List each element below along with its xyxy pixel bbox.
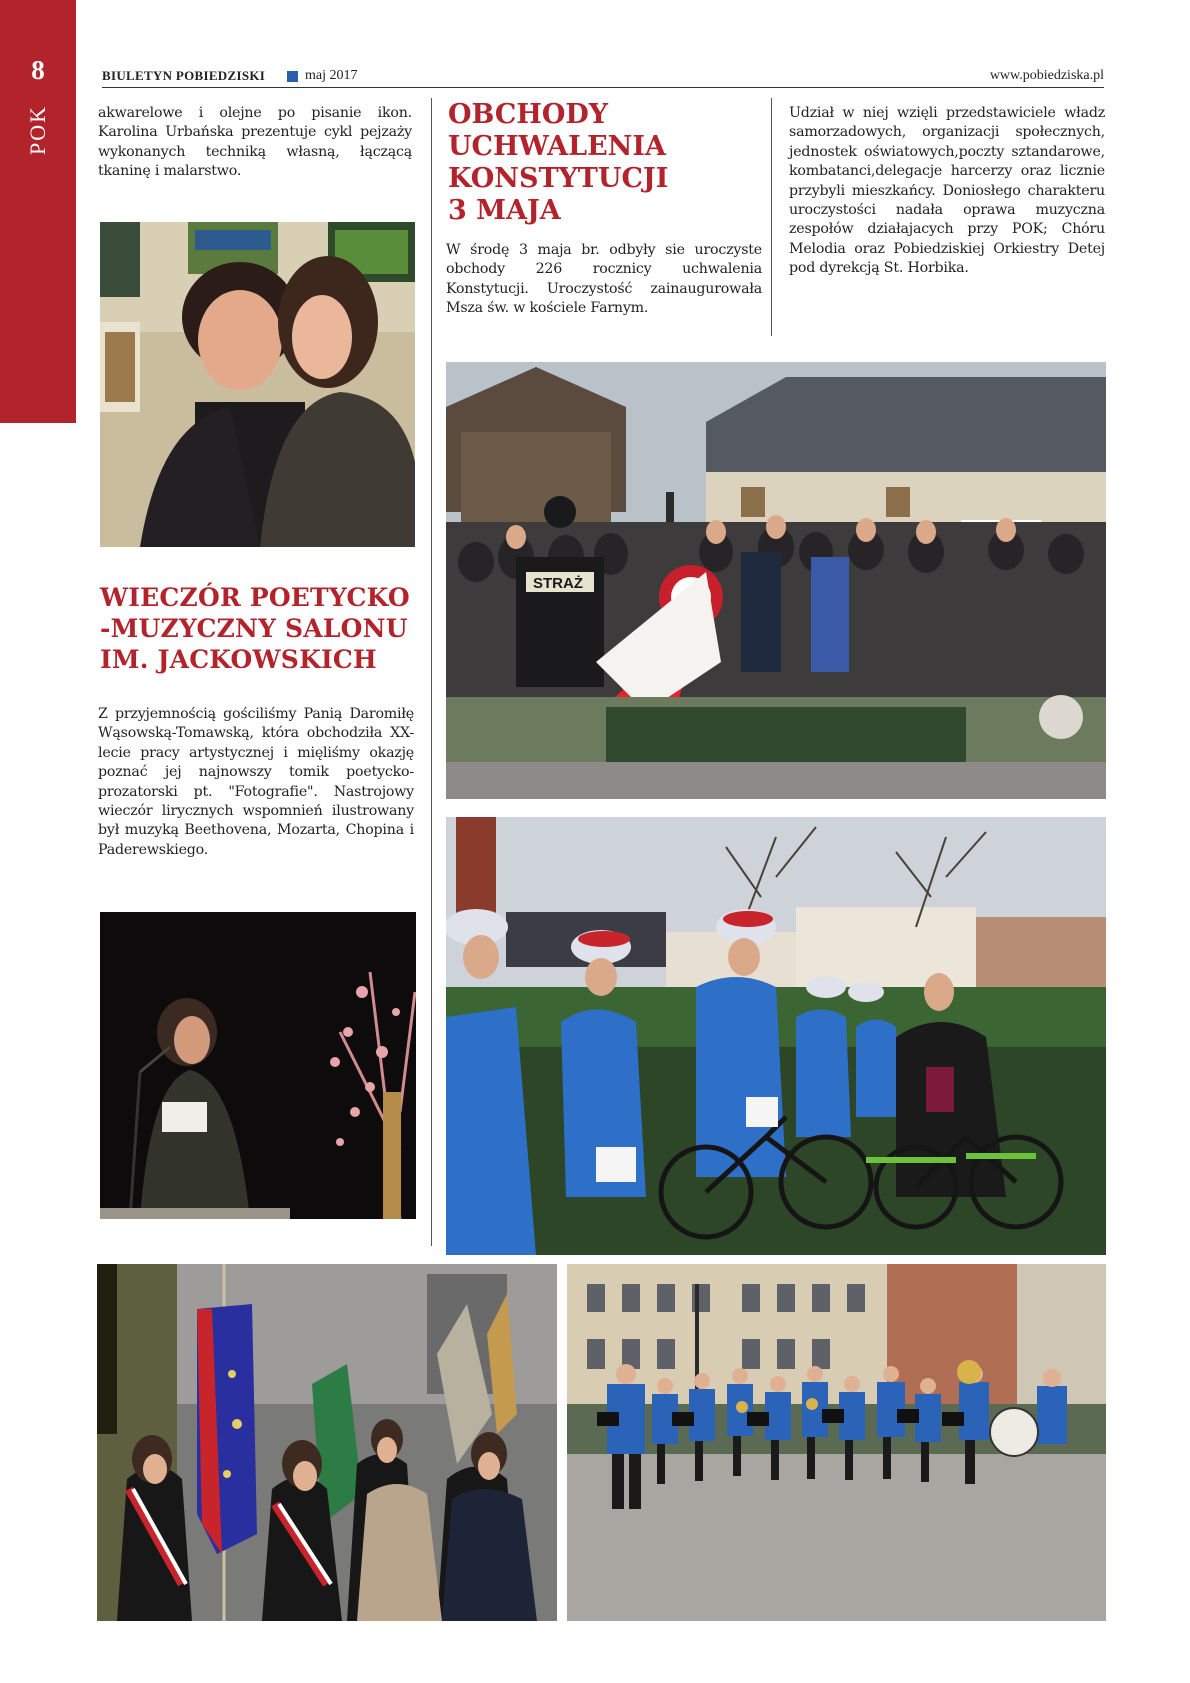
page-header [102, 66, 1104, 88]
poetry-title-line: IM. JACKOWSKICH [100, 645, 377, 674]
constitution-title-line: UCHWALENIA [448, 131, 666, 162]
column-divider-left [431, 98, 432, 1246]
photo-ceremony-crowd [446, 362, 1106, 799]
constitution-paragraph-right: Udział w niej wzięli przedstawiciele władz samorzadowych, organizacji społecznych, jednostek oświatowych,poczty sztandarowe, kombatanci,delegacje harcerzy oraz licznie przybyli mieszkańcy. Doniosłego charakteru uroczystości nadała oprawa muzyczna zespołów działajacych przy POK; Chóru Melodia oraz Pobiedziskiej Orkiestry Detej pod dyrekcją St. Horbika. [789, 105, 1105, 277]
constitution-title [448, 99, 768, 227]
constitution-title-line: KONSTYTUCJI [448, 163, 669, 194]
poetry-evening-title [100, 582, 420, 675]
photo-flag-bearers [97, 1264, 557, 1621]
photo-poet-reading [100, 912, 416, 1219]
section-label: POK [25, 104, 50, 156]
fire-brigade-vest-text: STRAŻ [533, 575, 583, 592]
column-divider-right [771, 98, 772, 336]
photo-cyclists-blessing [446, 817, 1106, 1255]
page-number: 8 [31, 55, 45, 85]
constitution-title-line: 3 MAJA [448, 195, 561, 226]
constitution-title-line: OBCHODY [448, 99, 609, 130]
photo-artists-portrait [100, 222, 415, 547]
issue-date: maj 2017 [305, 68, 358, 83]
poetry-title-line: WIECZÓR POETYCKO [100, 583, 410, 612]
poetry-evening-paragraph: Z przyjemnością gościliśmy Panią Daromiłę Wąsowską-Tomawską, która obchodziła XX-lecie pracy artystycznej i mięliśmy okazję poznać jej najnowszy tomik poetycko-prozatorski pt. "Fotografie". Nastrojowy wieczór lirycznych wspomnień ilustrowany był muzyką Beethovena, Mozarta, Chopina i Paderewskiego. [98, 706, 414, 858]
intro-paragraph: akwarelowe i olejne po pisanie ikon. Karolina Urbańska prezentuje cykl pejzaży wykonanych techniką własną, łączącą tkaninę i malarstwo. [98, 105, 412, 180]
publication-title: BIULETYN POBIEDZISKI [102, 68, 266, 83]
brand-square-icon [287, 71, 298, 82]
poetry-title-line: -MUZYCZNY SALONU [100, 614, 408, 643]
photo-youth-orchestra [567, 1264, 1106, 1621]
constitution-paragraph-left: W środę 3 maja br. odbyły sie uroczyste obchody 226 rocznicy uchwalenia Konstytucji. Uroczystość zainaugurowała Msza św. w kościele Farnym. [446, 242, 762, 317]
website-link[interactable]: www.pobiedziska.pl [989, 68, 1104, 83]
